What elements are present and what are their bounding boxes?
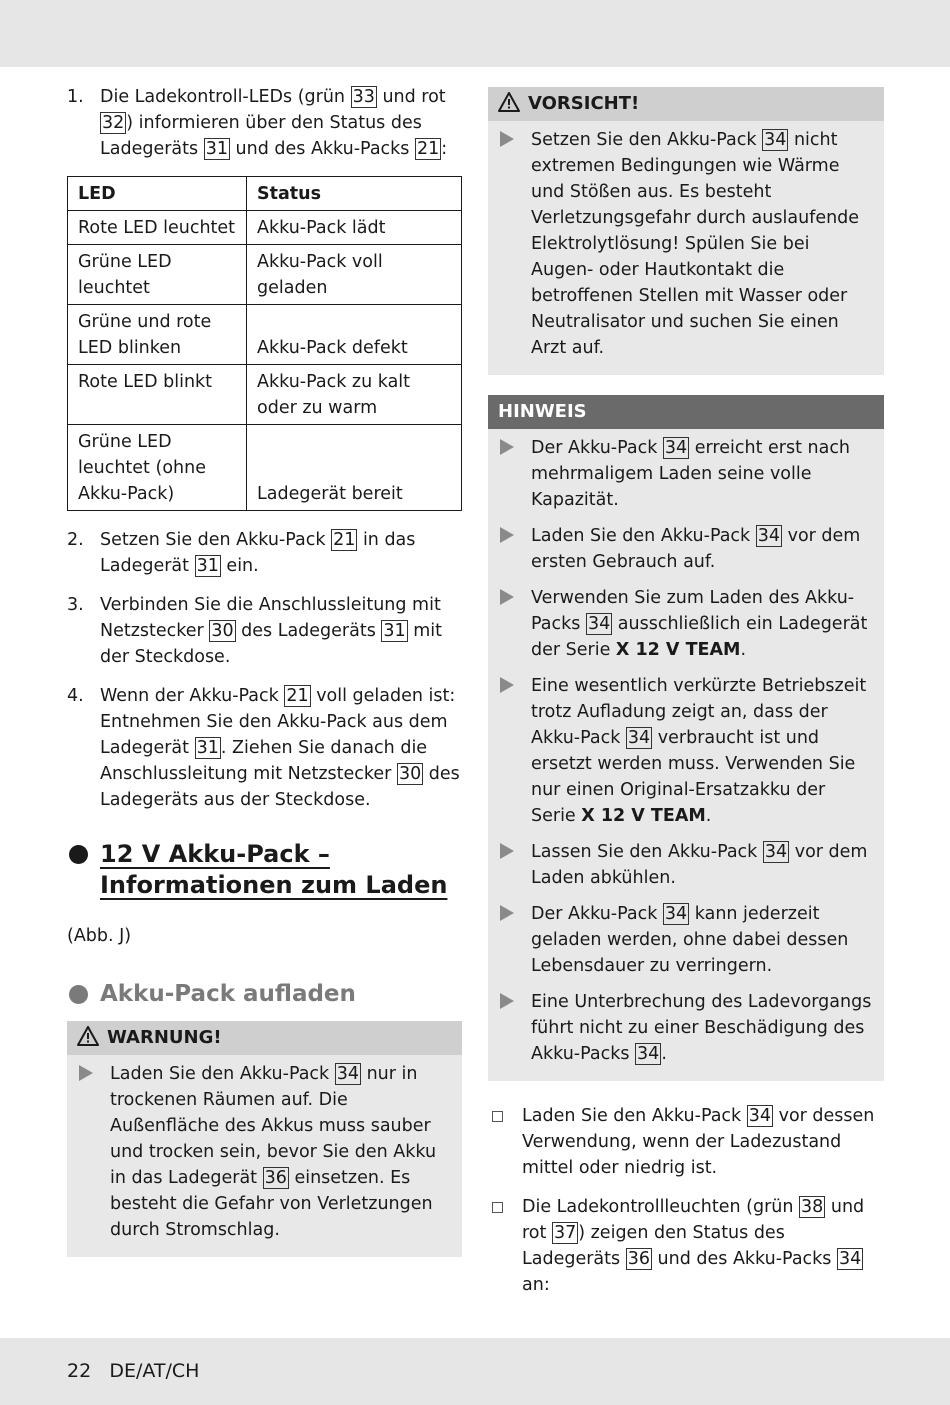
reference-number: 34	[637, 1044, 660, 1064]
list-item: 1. Die Ladekontroll-LEDs (grün 33 und rot 32 ) informieren über den Status des Ladegeräts 31 und des Akku-Packs 21 :	[67, 84, 462, 162]
table-header-status: Status	[247, 177, 462, 211]
caution-list	[488, 121, 884, 375]
reference-number: 34	[838, 1249, 862, 1269]
list-item: Laden Sie den Akku-Pack 34 nur in trockenen Räumen auf. Die Außenfläche des Akkus muss sauber und trocken sein, bevor Sie den Akku in das Ladegerät 36 einsetzen. Es besteht die Gefahr von Verletzungen durch Stromschlag.	[77, 1061, 452, 1243]
table-cell: Akku-Pack defekt	[247, 305, 462, 365]
bullet-dot-icon	[69, 985, 88, 1004]
triangle-bullet-icon	[500, 993, 514, 1009]
figure-reference: (Abb. J)	[67, 926, 132, 946]
section-title-line-1: 12 V Akku-Pack –	[100, 840, 330, 868]
step-number: 2.	[67, 530, 84, 550]
reference-number: 34	[336, 1064, 360, 1084]
table-cell: Akku-Pack zu kalt oder zu warm	[247, 365, 462, 425]
reference-number: 31	[205, 139, 228, 159]
bold-text: X 12 V TEAM	[615, 640, 741, 660]
caution-title: VORSICHT!	[528, 93, 640, 114]
table-cell: Grüne und rote LED blinken	[68, 305, 247, 365]
step-number: 4.	[67, 686, 84, 706]
list-item: Der Akku-Pack 34 kann jederzeit geladen werden, ohne dabei dessen Lebensdauer zu verringern.	[498, 901, 874, 979]
table-cell: Rote LED leuchtet	[68, 211, 247, 245]
note-box	[488, 395, 884, 1081]
reference-number: 36	[264, 1168, 287, 1188]
list-item: Eine Unterbrechung des Ladevorgangs führt nicht zu einer Beschädigung des Akku-Packs 34 .	[498, 989, 874, 1067]
region-code: DE/AT/CH	[109, 1360, 200, 1382]
table-cell: Akku-Pack lädt	[247, 211, 462, 245]
right-column	[488, 87, 884, 1311]
table-row	[68, 305, 462, 365]
reference-number: 31	[196, 556, 219, 576]
reference-number: 30	[398, 764, 422, 784]
reference-number: 21	[286, 686, 309, 706]
reference-number: 34	[764, 842, 788, 862]
warning-triangle-icon	[77, 1026, 99, 1046]
subsection-title: Akku-Pack aufladen	[100, 981, 356, 1007]
reference-number: 34	[757, 526, 781, 546]
table-header-led: LED	[68, 177, 247, 211]
triangle-bullet-icon	[500, 589, 514, 605]
note-header: HINWEIS	[488, 395, 884, 429]
left-column	[67, 84, 462, 1257]
table-cell: Ladegerät bereit	[247, 425, 462, 511]
triangle-bullet-icon	[500, 527, 514, 543]
list-item: 3. Verbinden Sie die Anschlussleitung mit Netzstecker 30 des Ladegeräts 31 mit der Steckdose.	[67, 592, 462, 670]
table-header-row	[68, 177, 462, 211]
page-footer	[67, 1360, 199, 1382]
warning-list	[67, 1055, 462, 1257]
triangle-bullet-icon	[500, 905, 514, 921]
triangle-bullet-icon	[500, 843, 514, 859]
step-number: 1.	[67, 87, 84, 107]
table-cell: Rote LED blinkt	[68, 365, 247, 425]
reference-number: 34	[748, 1106, 772, 1126]
square-bullet-icon	[492, 1202, 503, 1213]
reference-number: 31	[196, 738, 219, 758]
note-list	[488, 429, 884, 1081]
reference-number: 38	[801, 1197, 824, 1217]
checkbox-list	[488, 1103, 884, 1298]
reference-number: 32	[102, 113, 125, 133]
caution-header	[488, 87, 884, 121]
list-item: Eine wesentlich verkürzte Betriebszeit trotz Aufladung zeigt an, dass der Akku-Pack 34 verbraucht ist und ersetzt werden muss. Verwenden Sie nur einen Original-Ersatzakku der Serie X 12 V TEAM.	[498, 673, 874, 829]
triangle-bullet-icon	[500, 677, 514, 693]
reference-number: 21	[333, 530, 356, 550]
bullet-dot-icon	[69, 845, 88, 864]
reference-number: 30	[211, 621, 234, 641]
list-item: Setzen Sie den Akku-Pack 34 nicht extremen Bedingungen wie Wärme und Stößen aus. Es besteht Verletzungsgefahr durch auslaufende Elektrolytlösung! Spülen Sie bei Augen- oder Hautkontakt die betroffenen Stellen mit Wasser oder Neutralisator und suchen Sie einen Arzt auf.	[498, 127, 874, 361]
reference-number: 34	[627, 728, 651, 748]
list-item: Der Akku-Pack 34 erreicht erst nach mehrmaligem Laden seine volle Kapazität.	[498, 435, 874, 513]
list-item: Die Ladekontrollleuchten (grün 38 und rot 37 ) zeigen den Status des Ladegeräts 36 und des Akku-Packs 34 an:	[488, 1194, 884, 1298]
reference-number: 34	[587, 614, 611, 634]
list-item: 2. Setzen Sie den Akku-Pack 21 in das Ladegerät 31 ein.	[67, 527, 462, 579]
table-cell: Grüne LED leuchtet	[68, 245, 247, 305]
table-row	[68, 211, 462, 245]
step-number: 3.	[67, 595, 84, 615]
table-row	[68, 245, 462, 305]
warning-triangle-icon	[498, 92, 520, 112]
steps-top	[67, 84, 462, 162]
section-heading	[67, 839, 462, 901]
reference-number: 21	[416, 139, 440, 159]
warning-title: WARNUNG!	[107, 1027, 222, 1048]
page-number: 22	[67, 1360, 92, 1382]
table-cell: Akku-Pack voll geladen	[247, 245, 462, 305]
header-band	[0, 0, 950, 67]
reference-number: 36	[627, 1249, 650, 1269]
triangle-bullet-icon	[79, 1065, 93, 1081]
warning-box	[67, 1021, 462, 1257]
reference-number: 34	[664, 904, 688, 924]
bold-text: X 12 V TEAM	[581, 806, 706, 826]
reference-number: 34	[764, 130, 787, 150]
list-item: 4. Wenn der Akku-Pack 21 voll geladen ist: Entnehmen Sie den Akku-Pack aus dem Ladegerät 31 . Ziehen Sie danach die Anschlussleitung mit Netzstecker 30 des Ladegeräts aus der Steckdose.	[67, 683, 462, 813]
list-item: Lassen Sie den Akku-Pack 34 vor dem Laden abkühlen.	[498, 839, 874, 891]
triangle-bullet-icon	[500, 131, 514, 147]
warning-header	[67, 1021, 462, 1055]
list-item: Laden Sie den Akku-Pack 34 vor dessen Verwendung, wenn der Ladezustand mittel oder niedrig ist.	[488, 1103, 884, 1181]
caution-box	[488, 87, 884, 375]
table-cell: Grüne LED leuchtet (ohne Akku-Pack)	[68, 425, 247, 511]
reference-number: 31	[383, 621, 406, 641]
section-title-line-2: Informationen zum Laden	[100, 871, 448, 899]
footer-band	[0, 1338, 950, 1405]
list-item: Laden Sie den Akku-Pack 34 vor dem ersten Gebrauch auf.	[498, 523, 874, 575]
reference-number: 34	[664, 438, 688, 458]
square-bullet-icon	[492, 1111, 503, 1122]
list-item: Verwenden Sie zum Laden des Akku-Packs 34 ausschließlich ein Ladegerät der Serie X 12 V TEAM.	[498, 585, 874, 663]
table-row	[68, 365, 462, 425]
led-status-table	[67, 176, 462, 511]
steps-bottom	[67, 527, 462, 813]
triangle-bullet-icon	[500, 439, 514, 455]
subsection-heading	[67, 979, 462, 1009]
table-row	[68, 425, 462, 511]
reference-number: 37	[553, 1223, 577, 1243]
reference-number: 33	[352, 87, 375, 107]
